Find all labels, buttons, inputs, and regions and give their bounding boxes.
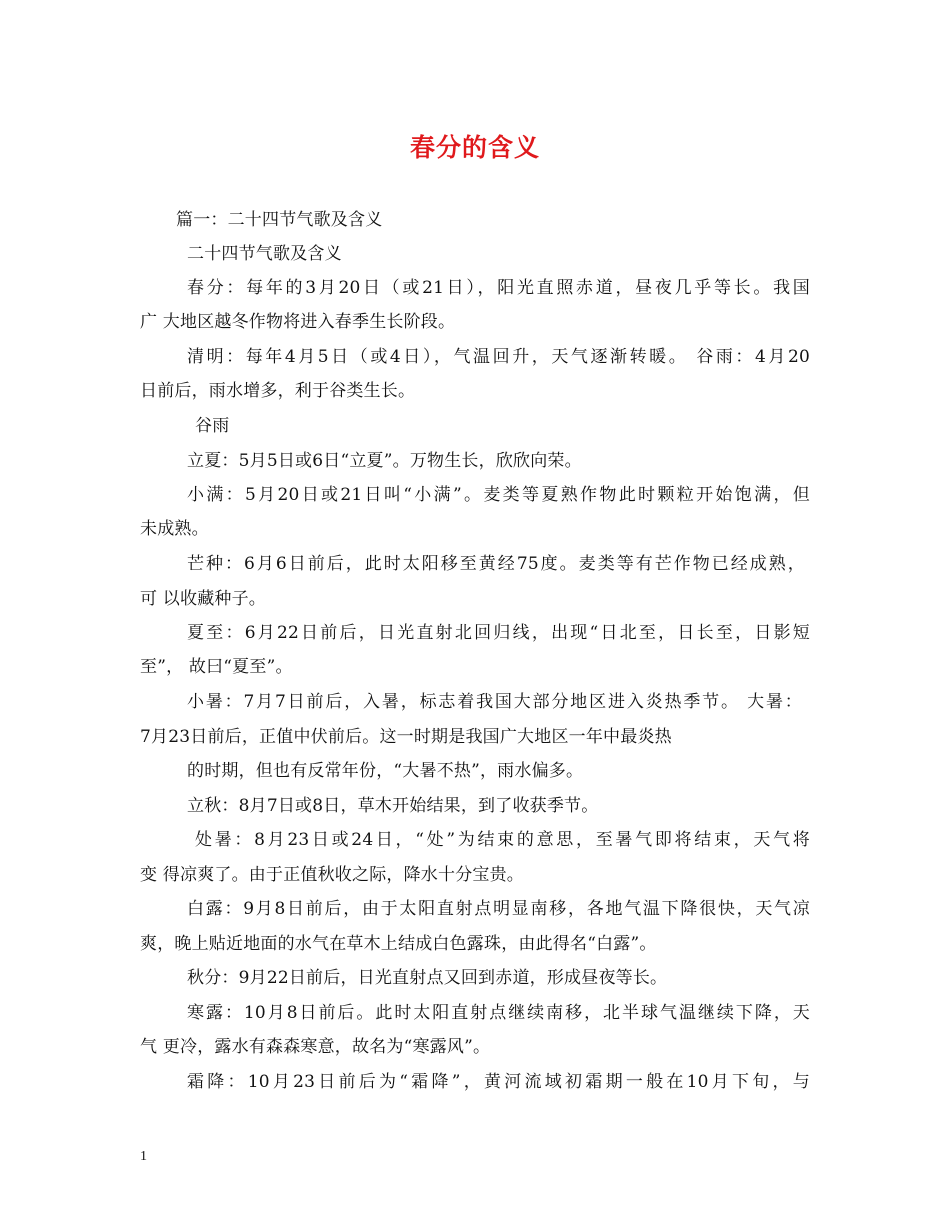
text-line: 可 以收藏种子。 bbox=[140, 589, 267, 609]
text-line: 谷雨 bbox=[195, 416, 230, 436]
text-line: 霜降：10月23日前后为“霜降”，黄河流域初霜期一般在10月下旬，与 bbox=[187, 1072, 810, 1092]
text-line: 秋分：9月22日前后，日光直射点又回到赤道，形成昼夜等长。 bbox=[187, 968, 668, 988]
text-line: 7月23日前后，正值中伏前后。这一时期是我国广大地区一年中最炎热 bbox=[140, 727, 672, 747]
text-line: 立秋：8月7日或8日，草木开始结果，到了收获季节。 bbox=[187, 796, 599, 816]
text-line: 爽，晚上贴近地面的水气在草木上结成白色露珠，由此得名“白露”。 bbox=[140, 934, 657, 954]
text-line: 小暑：7月7日前后，入暑，标志着我国大部分地区进入炎热季节。 大暑： bbox=[187, 692, 802, 712]
text-line: 未成熟。 bbox=[140, 519, 209, 539]
document-title: 春分的含义 bbox=[409, 133, 540, 162]
text-line: 的时期，但也有反常年份，“大暑不热”，雨水偏多。 bbox=[187, 761, 584, 781]
text-line: 至”， 故曰“夏至”。 bbox=[140, 657, 293, 677]
text-line: 变 得凉爽了。由于正值秋收之际，降水十分宝贵。 bbox=[140, 865, 525, 885]
text-line: 寒露：10月8日前后。此时太阳直射点继续南移，北半球气温继续下降，天 bbox=[187, 1003, 810, 1023]
text-line: 立夏：5月5日或6日“立夏”。万物生长，欣欣向荣。 bbox=[187, 451, 582, 471]
text-line: 气 更冷，露水有森森寒意，故名为“寒露风”。 bbox=[140, 1037, 491, 1057]
text-line: 二十四节气歌及含义 bbox=[187, 244, 342, 264]
text-line: 广 大地区越冬作物将进入春季生长阶段。 bbox=[140, 312, 456, 332]
text-line: 日前后，雨水增多，利于谷类生长。 bbox=[140, 381, 416, 401]
text-line: 芒种：6月6日前后，此时太阳移至黄经75度。麦类等有芒作物已经成熟， bbox=[187, 554, 805, 574]
text-line: 春分：每年的3月20日（或21日），阳光直照赤道，昼夜几乎等长。我国 bbox=[187, 278, 810, 298]
text-line: 小满：5月20日或21日叫“小满”。麦类等夏熟作物此时颗粒开始饱满，但 bbox=[187, 485, 810, 505]
text-line: 夏至：6月22日前后，日光直射北回归线，出现“日北至，日长至，日影短 bbox=[187, 623, 810, 643]
text-line: 处暑：8月23日或24日，“处”为结束的意思，至暑气即将结束，天气将 bbox=[195, 830, 810, 850]
text-line: 清明：每年4月5日（或4日），气温回升，天气逐渐转暖。 谷雨：4月20 bbox=[187, 347, 810, 367]
text-line: 篇一：二十四节气歌及含义 bbox=[176, 210, 383, 230]
text-line: 白露：9月8日前后，由于太阳直射点明显南移，各地气温下降很快，天气凉 bbox=[187, 899, 810, 919]
page-number: 1 bbox=[140, 1149, 147, 1164]
